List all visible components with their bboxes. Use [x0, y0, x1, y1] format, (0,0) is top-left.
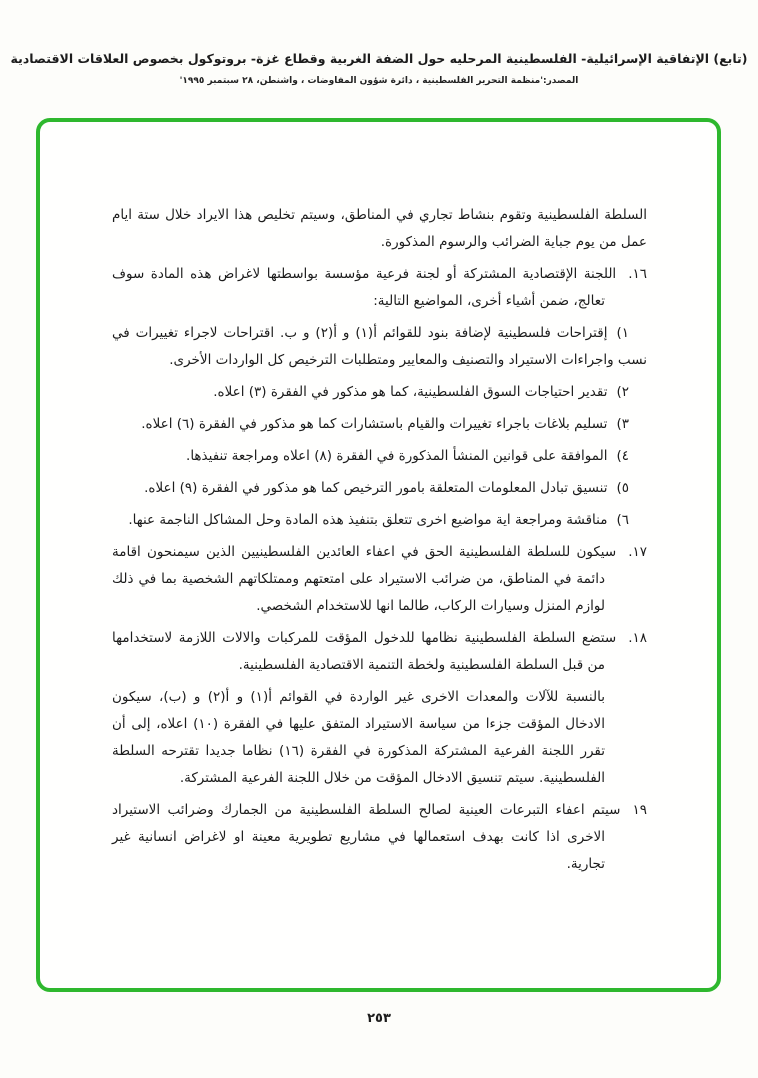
clause-number: ٤) [616, 448, 629, 464]
numbered-clause [112, 539, 647, 620]
clause-text: تنسيق تبادل المعلومات المتعلقة بامور الترخيص كما هو مذكور في الفقرة (٩) اعلاه. [144, 480, 608, 496]
clause-text: إقتراحات فلسطينية لإضافة بنود للقوائم أ(١) و أ(٢) و ب. اقتراحات لاجراء تغييرات في نسب واجراءات الاستيراد والتصنيف والمعايير ومتطلبات الترخيص كل الواردات الأخرى. [112, 325, 647, 368]
clause-text: بالنسبة للآلات والمعدات الاخرى غير الواردة في القوائم أ(١) و أ(٢) و (ب)، سيكون الادخال المؤقت جزءا من سياسة الاستيراد المتفق عليها في الفقرة (١٠) اعلاه، إلى أن تقرر اللجنة الفرعية المشتركة المذكورة في الفقرة (١٦) نظاما جديدا تقترحه السلطة الفلسطينية. سيتم تنسيق الادخال المؤقت من خلال اللجنة الفرعية المشتركة. [112, 689, 606, 786]
clause-number: ١) [616, 325, 629, 341]
page-header [10, 50, 748, 86]
clause-text: مناقشة ومراجعة اية مواضيع اخرى تتعلق بتنفيذ هذه المادة وحل المشاكل الناجمة عنها. [128, 512, 608, 528]
sub-clause [112, 379, 647, 406]
clause-text: سيتم اعفاء التبرعات العينية لصالح السلطة الفلسطينية من الجمارك وضرائب الاستيراد الاخرى اذا كانت بهدف استعمالها في مشاريع تطويرية معينة او لاغراض انسانية غير تجارية. [112, 802, 621, 872]
clause-text: سيكون للسلطة الفلسطينية الحق في اعفاء العائدين الفلسطينيين الذين سيمنحون اقامة دائمة في المناطق، من ضرائب الاستيراد على امتعتهم وممتلكاتهم الشخصية بما في ذلك لوازم المنزل وسيارات الركاب، طالما انها للاستخدام الشخصي. [112, 544, 617, 614]
document-source: المصدر:'منظمة التحرير الفلسطينية ، دائرة شؤون المفاوضات ، واشنطن، ٢٨ سبتمبر ١٩٩٥' [179, 75, 579, 86]
clause-text: ستضع السلطة الفلسطينية نظامها للدخول المؤقت للمركبات والالات اللازمة لاستخدامها من قبل السلطة الفلسطينية ولخطة التنمية الاقتصادية الفلسطينية. [112, 630, 617, 673]
numbered-clause [112, 797, 647, 878]
sub-clause [112, 443, 647, 470]
clause-text: تسليم بلاغات باجراء تغييرات والقيام باستشارات كما هو مذكور في الفقرة (٦) اعلاه. [141, 416, 608, 432]
clause-text: السلطة الفلسطينية وتقوم بنشاط تجاري في المناطق، وسيتم تخليص هذا الايراد خلال ستة ايام عمل من يوم جباية الضرائب والرسوم المذكورة. [112, 207, 647, 250]
paragraph [112, 684, 647, 792]
sub-clause [112, 320, 647, 374]
clause-number: ١٩ [632, 802, 647, 818]
sub-clause [112, 507, 647, 534]
sub-clause [112, 411, 647, 438]
page-number: ٢٥٣ [367, 1011, 391, 1026]
clause-text: تقدير احتياجات السوق الفلسطينية، كما هو مذكور في الفقرة (٣) اعلاه. [213, 384, 608, 400]
clause-text: الموافقة على قوانين المنشأ المذكورة في الفقرة (٨) اعلاه ومراجعة تنفيذها. [186, 448, 608, 464]
clause-number: ٢) [616, 384, 629, 400]
document-title: (تابع) الإتفاقية الإسرائيلية- الفلسطينية المرحليه حول الضفة الغربية وقطاع غزة- بروتوكول بخصوص العلاقات الاقتصادية [10, 51, 748, 66]
document-body [112, 202, 647, 883]
clause-number: ٥) [616, 480, 629, 496]
paragraph [112, 202, 647, 256]
content-frame [36, 118, 721, 992]
sub-clause [112, 475, 647, 502]
clause-number: ٦) [616, 512, 629, 528]
clause-text: اللجنة الإقتصادية المشتركة أو لجنة فرعية مؤسسة بواسطتها لاغراض هذه المادة سوف تعالج، ضمن أشياء أخرى، المواضيع التالية: [112, 266, 617, 309]
clause-number: ١٧. [628, 544, 647, 560]
numbered-clause [112, 261, 647, 315]
clause-number: ١٨. [628, 630, 647, 646]
clause-number: ٣) [616, 416, 629, 432]
clause-number: ١٦. [628, 266, 647, 282]
numbered-clause [112, 625, 647, 679]
